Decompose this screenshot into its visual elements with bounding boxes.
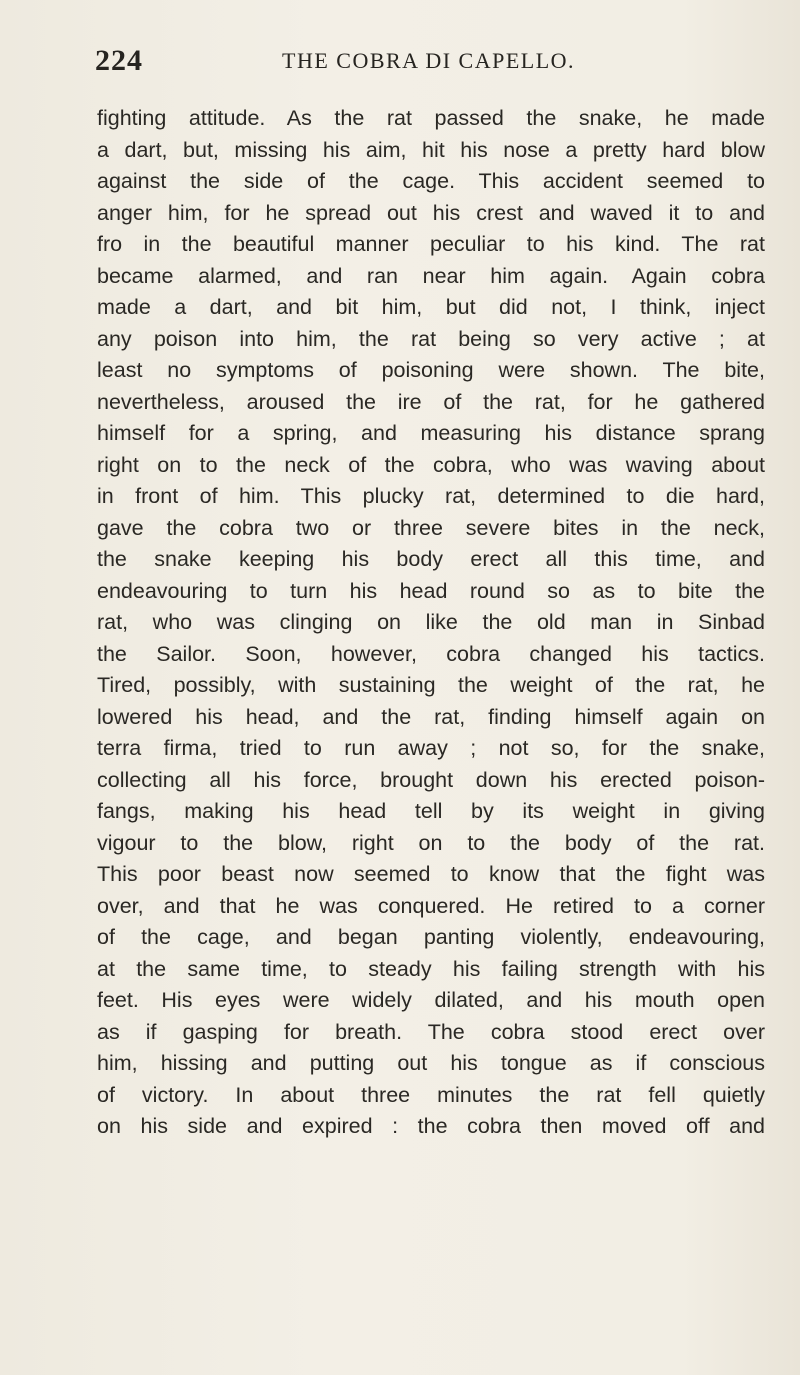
page-number: 224 bbox=[95, 44, 143, 77]
text-line: the Sailor. Soon, however, cobra changed his tactics. bbox=[97, 641, 765, 666]
text-line: of the cage, and began panting violently, endeavouring, bbox=[97, 925, 765, 949]
text-line: himself for a spring, and measuring his distance sprang bbox=[97, 421, 765, 445]
text-line: rat, who was clinging on like the old man in Sinbad bbox=[97, 610, 765, 634]
text-line: a dart, but, missing his aim, hit his nose a pretty hard blow bbox=[97, 137, 765, 162]
text-line: lowered his head, and the rat, finding himself again on bbox=[97, 704, 765, 729]
text-line: nevertheless, aroused the ire of the rat, for he gathered bbox=[97, 389, 765, 414]
text-line: least no symptoms of poisoning were shown. The bite, bbox=[97, 358, 765, 382]
text-line: anger him, for he spread out his crest and waved it to and bbox=[97, 200, 765, 225]
text-line: fro in the beautiful manner peculiar to his kind. The rat bbox=[97, 232, 765, 256]
text-line: fangs, making his head tell by its weight in giving bbox=[97, 799, 765, 823]
text-line: Tired, possibly, with sustaining the weight of the rat, he bbox=[97, 673, 765, 697]
text-line: him, hissing and putting out his tongue as if conscious bbox=[97, 1051, 765, 1075]
body-text bbox=[97, 103, 765, 1143]
text-line: on his side and expired : the cobra then moved off and bbox=[97, 1114, 765, 1138]
text-line: terra firma, tried to run away ; not so, for the snake, bbox=[97, 736, 765, 760]
text-line: endeavouring to turn his head round so as to bite the bbox=[97, 578, 765, 603]
text-line: the snake keeping his body erect all this time, and bbox=[97, 547, 765, 571]
text-line: as if gasping for breath. The cobra stood erect over bbox=[97, 1019, 765, 1044]
text-line: vigour to the blow, right on to the body of the rat. bbox=[97, 830, 765, 855]
text-line: feet. His eyes were widely dilated, and his mouth open bbox=[97, 988, 765, 1012]
text-line: against the side of the cage. This accident seemed to bbox=[97, 169, 765, 193]
text-line: over, and that he was conquered. He retired to a corner bbox=[97, 893, 765, 918]
running-head: THE COBRA DI CAPELLO. bbox=[282, 48, 576, 73]
text-line: This poor beast now seemed to know that the fight was bbox=[97, 862, 765, 886]
text-line: any poison into him, the rat being so very active ; at bbox=[97, 326, 765, 351]
text-line: gave the cobra two or three severe bites in the neck, bbox=[97, 515, 765, 540]
text-line: collecting all his force, brought down his erected poison- bbox=[97, 767, 765, 792]
text-line: in front of him. This plucky rat, determined to die hard, bbox=[97, 484, 765, 508]
page-header bbox=[95, 44, 715, 84]
text-line: made a dart, and bit him, but did not, I think, inject bbox=[97, 295, 765, 319]
text-line: fighting attitude. As the rat passed the snake, he made bbox=[97, 106, 765, 130]
text-line: became alarmed, and ran near him again. Again cobra bbox=[97, 263, 765, 288]
text-line: of victory. In about three minutes the rat fell quietly bbox=[97, 1082, 765, 1107]
text-line: right on to the neck of the cobra, who was waving about bbox=[97, 452, 765, 477]
text-line: at the same time, to steady his failing strength with his bbox=[97, 956, 765, 981]
